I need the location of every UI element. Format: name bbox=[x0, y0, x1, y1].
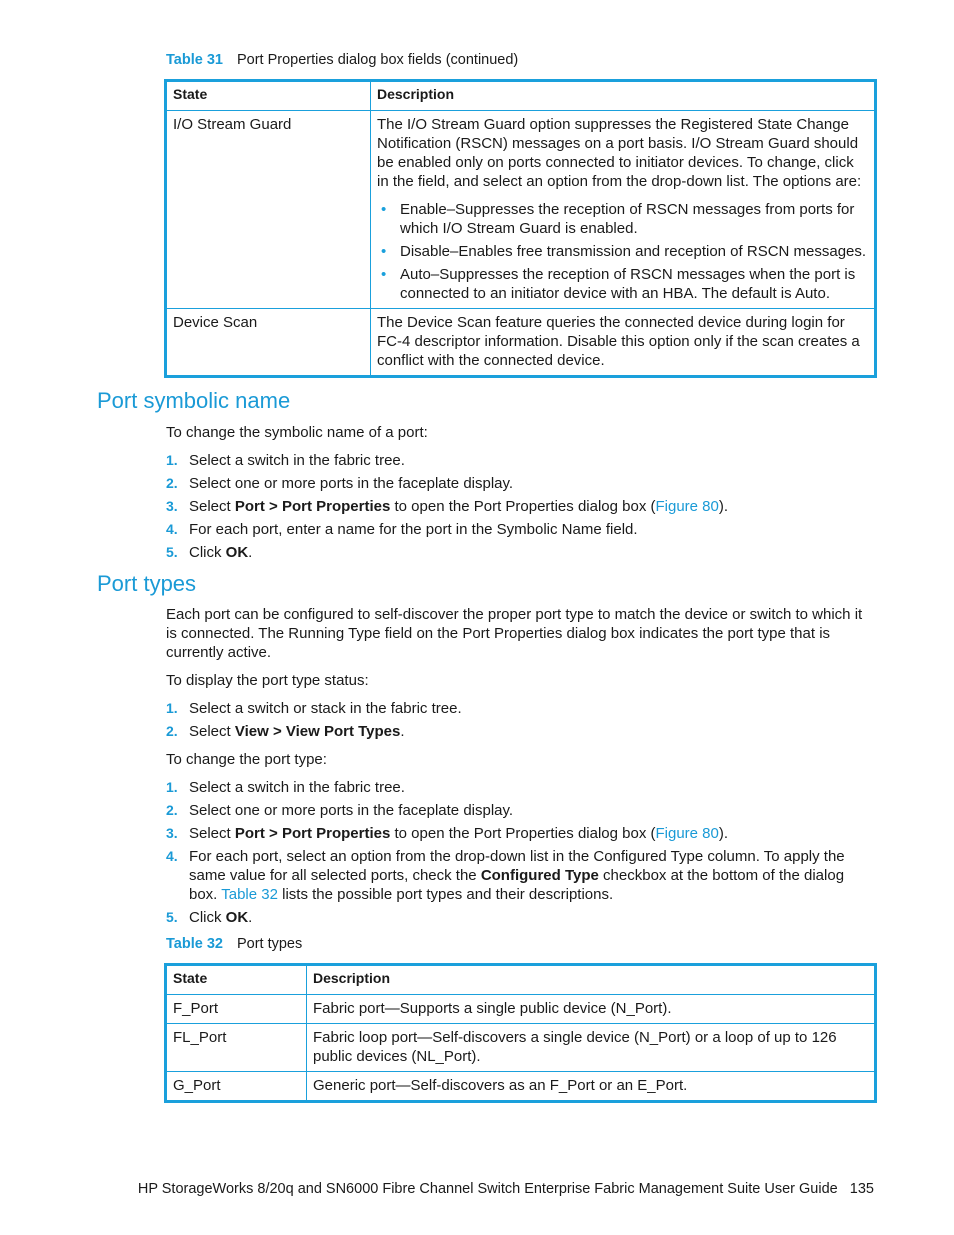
ok-label: OK bbox=[225, 909, 249, 926]
table31-cell-state: Device Scan bbox=[166, 309, 371, 377]
configured-type-label: Configured Type bbox=[480, 867, 599, 884]
table31-caption bbox=[166, 51, 518, 70]
table31-row-device-scan bbox=[166, 309, 876, 377]
page-footer bbox=[138, 1180, 874, 1199]
section-title-port-types: Port types bbox=[97, 571, 197, 596]
option-item: • Disable–Enables free transmission and reception of RSCN messages. bbox=[377, 242, 868, 261]
step-item: 2. Select View > View Port Types. bbox=[166, 723, 405, 740]
table31-header-description: Description bbox=[371, 81, 876, 111]
table31 bbox=[164, 79, 877, 378]
table31-caption-number: Table 31 bbox=[166, 52, 223, 68]
option-item: • Auto–Suppresses the reception of RSCN messages when the port is connected to an initiator device with an HBA. The default is Auto. bbox=[377, 265, 868, 303]
menu-path: Port > Port Properties bbox=[234, 825, 391, 842]
step-item: 5. Click OK. bbox=[166, 909, 253, 926]
section2-para: Each port can be configured to self-discover the proper port type to match the device or switch to which it is connected. The Running Type field on the Port Properties dialog box indicates the port type that is currently active. bbox=[166, 606, 863, 661]
step-item: 3. Select Port > Port Properties to open the Port Properties dialog box (Figure 80). bbox=[166, 825, 729, 842]
table32-cell-state: FL_Port bbox=[166, 1024, 307, 1072]
table32-cell-description: Generic port—Self-discovers as an F_Port or an E_Port. bbox=[307, 1072, 876, 1102]
step-item: 1. Select a switch in the fabric tree. bbox=[166, 779, 405, 796]
step-item: 1. Select a switch in the fabric tree. bbox=[166, 452, 405, 469]
table32-row bbox=[166, 995, 876, 1024]
table32-cell-state: G_Port bbox=[166, 1072, 307, 1102]
ok-label: OK bbox=[225, 544, 249, 561]
table-32-link[interactable]: Table 32 bbox=[221, 886, 278, 903]
table31-header-state: State bbox=[166, 81, 371, 111]
section-title-port-symbolic-name: Port symbolic name bbox=[97, 388, 291, 413]
page-number: 135 bbox=[849, 1181, 874, 1197]
section1-intro: To change the symbolic name of a port: bbox=[166, 424, 428, 441]
table31-row-io-stream-guard bbox=[166, 111, 876, 309]
table32 bbox=[164, 963, 877, 1103]
display-port-type-steps bbox=[166, 699, 874, 745]
section2-intro-display: To display the port type status: bbox=[166, 672, 369, 689]
step-item: 4. For each port, select an option from the drop-down list in the Configured Type column. To apply the same value for all selected ports, check the Configured Type checkbox at the bottom of the dialog box. Table 32 lists the possible port types and their descriptions. bbox=[166, 848, 845, 903]
step-item: 1. Select a switch or stack in the fabric tree. bbox=[166, 700, 462, 717]
table32-header-state: State bbox=[166, 965, 307, 995]
table32-caption-text: Port types bbox=[236, 936, 303, 952]
step-item: 2. Select one or more ports in the faceplate display. bbox=[166, 475, 514, 492]
table32-header-row bbox=[166, 965, 876, 995]
table31-header-row bbox=[166, 81, 876, 111]
options-list bbox=[377, 200, 868, 303]
menu-path: View > View Port Types bbox=[234, 723, 401, 740]
table32-row bbox=[166, 1024, 876, 1072]
footer-title: HP StorageWorks 8/20q and SN6000 Fibre Channel Switch Enterprise Fabric Management Suite User Guide bbox=[137, 1181, 838, 1197]
change-port-type-steps bbox=[166, 778, 874, 931]
menu-path: Port > Port Properties bbox=[234, 498, 391, 515]
table31-cell-state: I/O Stream Guard bbox=[166, 111, 371, 309]
table32-cell-description: Fabric port—Supports a single public device (N_Port). bbox=[307, 995, 876, 1024]
step-item: 4. For each port, enter a name for the port in the Symbolic Name field. bbox=[166, 521, 638, 538]
step-item: 5. Click OK. bbox=[166, 544, 253, 561]
table31-cell-description: The Device Scan feature queries the connected device during login for FC-4 descriptor information. Disable this option only if the scan creates a conflict with the connected device. bbox=[371, 309, 876, 377]
table31-cell-description bbox=[371, 111, 876, 309]
figure-80-link[interactable]: Figure 80 bbox=[655, 498, 719, 515]
step-item: 3. Select Port > Port Properties to open the Port Properties dialog box (Figure 80). bbox=[166, 498, 729, 515]
section2-intro-change: To change the port type: bbox=[166, 751, 327, 768]
option-item: • Enable–Suppresses the reception of RSCN messages from ports for which I/O Stream Guard is enabled. bbox=[377, 200, 868, 238]
table32-row bbox=[166, 1072, 876, 1102]
table32-header-description: Description bbox=[307, 965, 876, 995]
table31-description-text: The I/O Stream Guard option suppresses the Registered State Change Notification (RSCN) messages on a port basis. I/O Stream Guard should be enabled only on ports connected to initiator devices. To change, click in the field, and select an option from the drop-down list. The options are: bbox=[377, 116, 862, 190]
symbolic-name-steps bbox=[166, 451, 874, 566]
table32-caption-number: Table 32 bbox=[166, 936, 223, 952]
step-item: 2. Select one or more ports in the faceplate display. bbox=[166, 802, 514, 819]
table31-caption-text: Port Properties dialog box fields (continued) bbox=[236, 52, 519, 68]
table32-caption bbox=[166, 935, 302, 954]
figure-80-link[interactable]: Figure 80 bbox=[655, 825, 719, 842]
table32-cell-description: Fabric loop port—Self-discovers a single device (N_Port) or a loop of up to 126 public devices (NL_Port). bbox=[307, 1024, 876, 1072]
table32-cell-state: F_Port bbox=[166, 995, 307, 1024]
